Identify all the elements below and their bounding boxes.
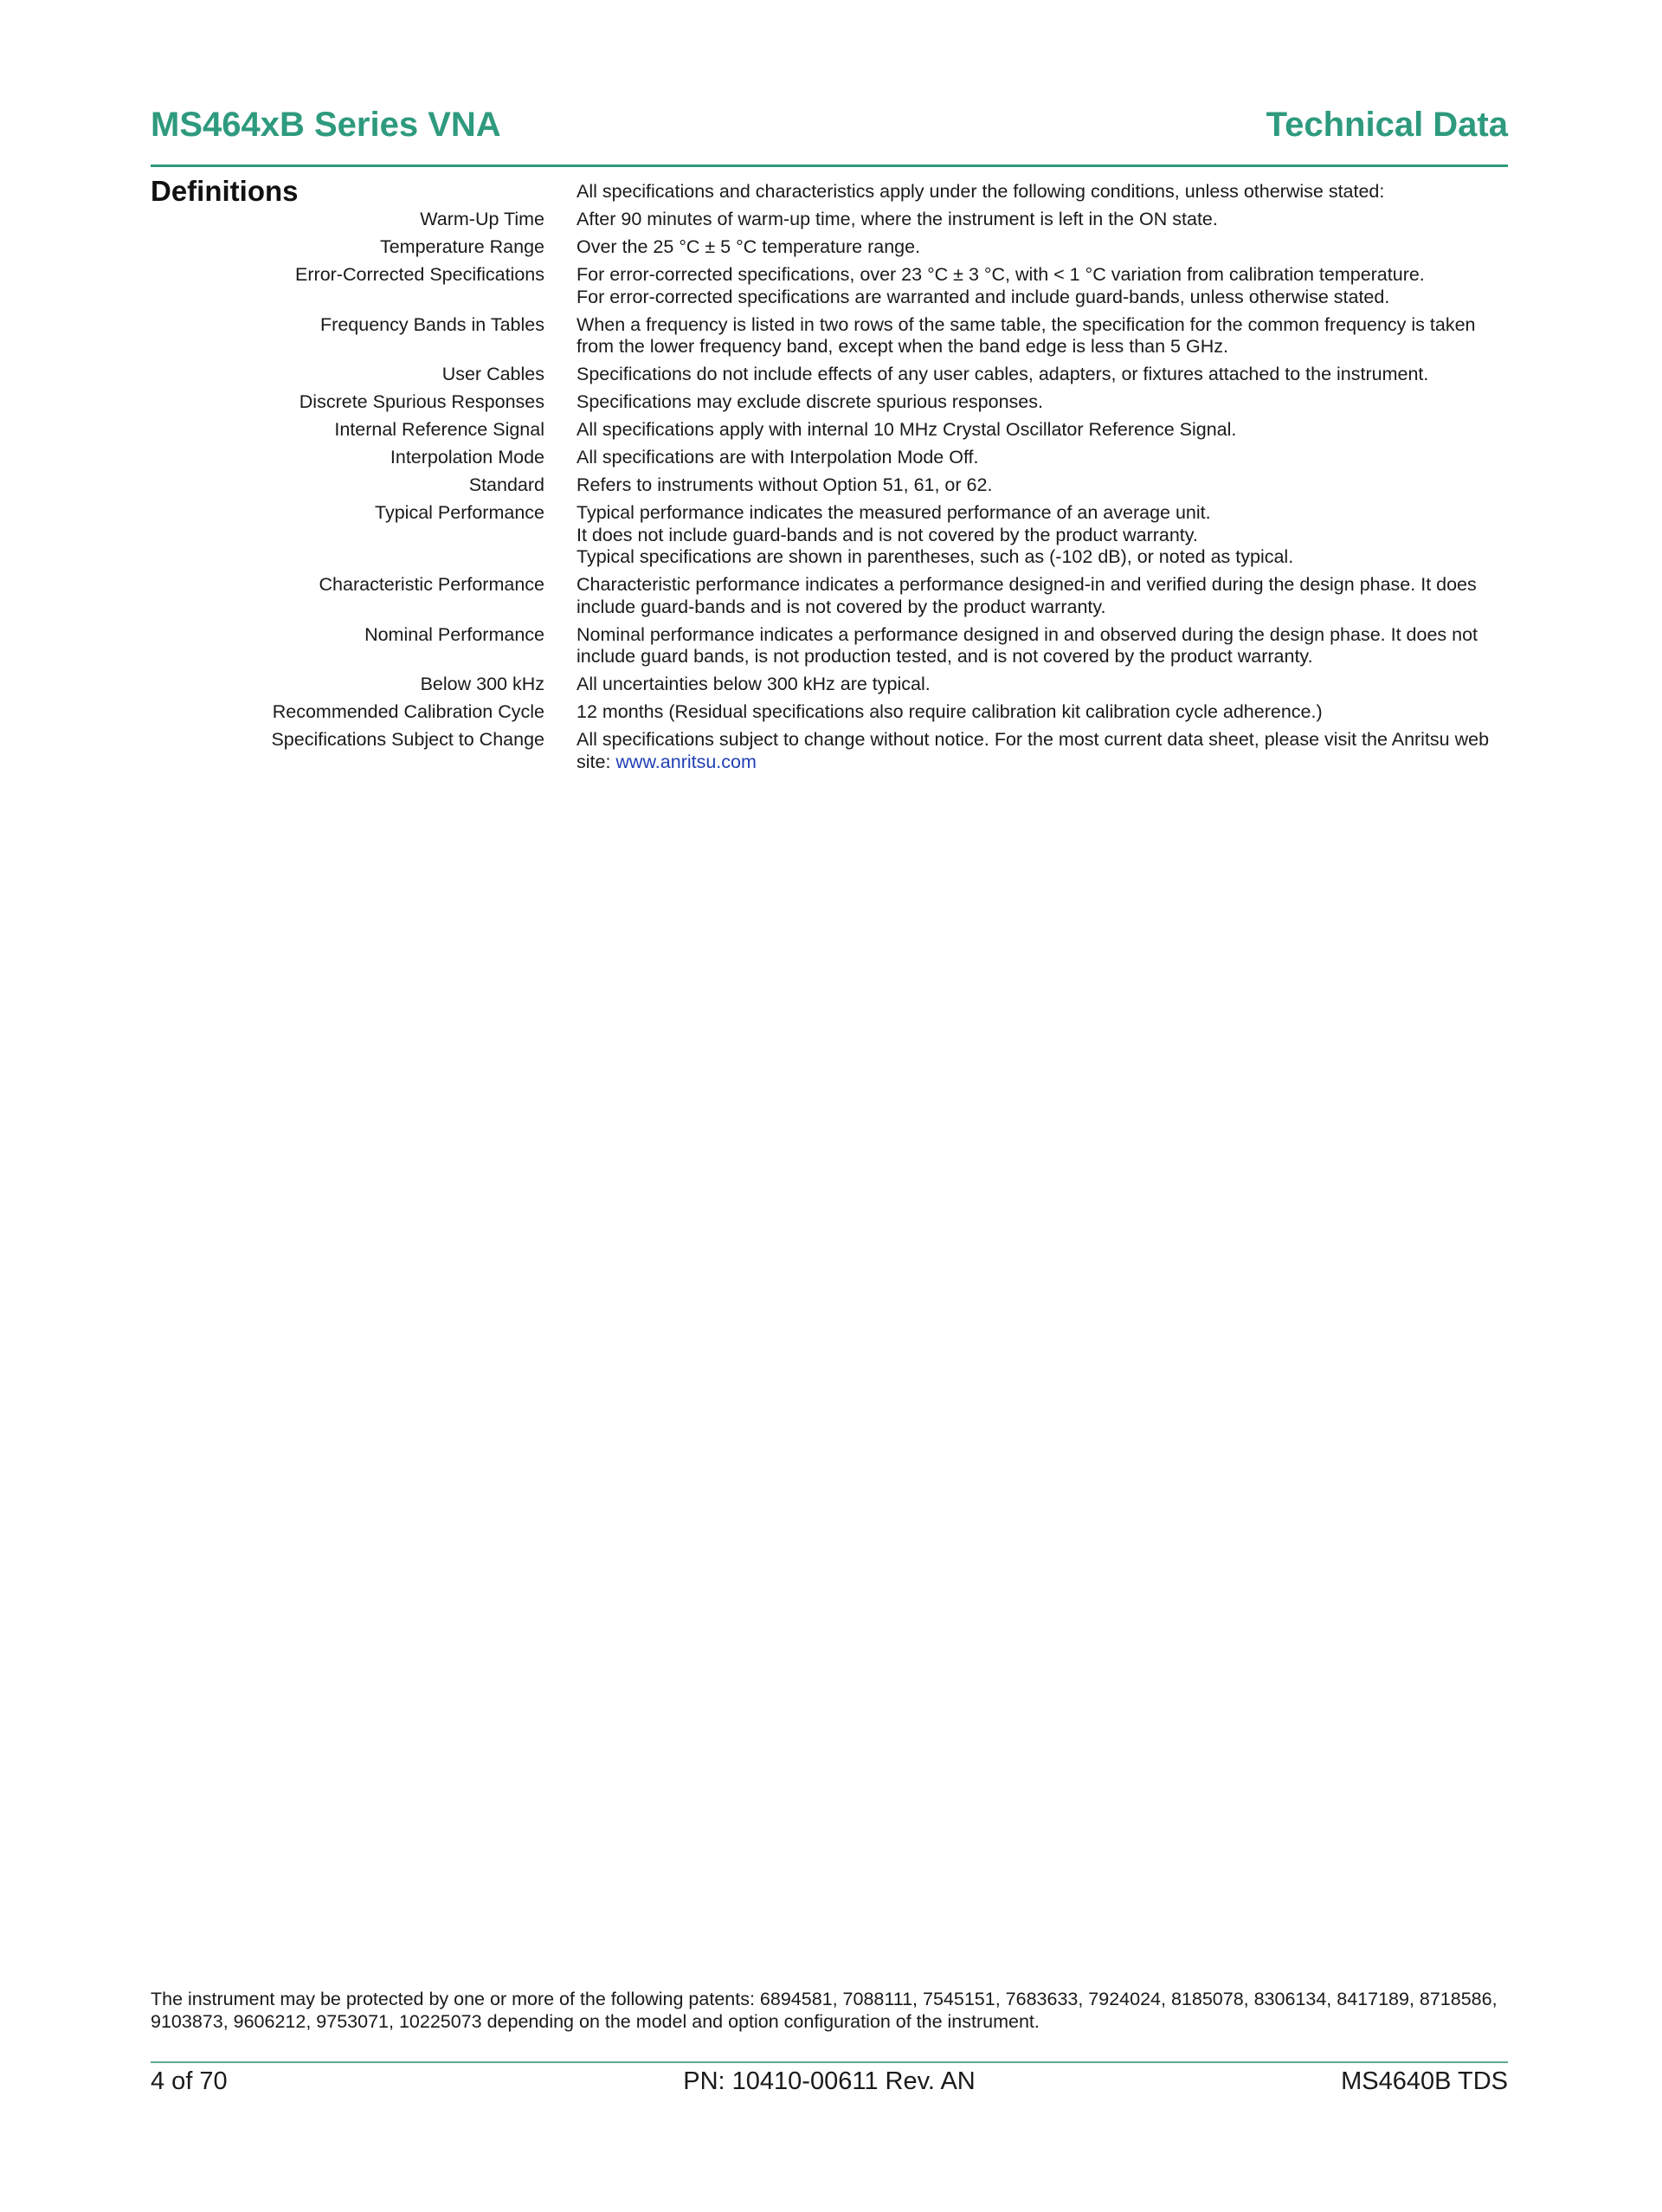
definition-row bbox=[151, 419, 1508, 442]
definition-text-body: All specifications subject to change without notice. For the most current data sheet, please visit the Anritsu web site: bbox=[577, 729, 1490, 772]
definition-text-body: All specifications apply with internal 10 MHz Crystal Oscillator Reference Signal. bbox=[577, 419, 1237, 440]
definition-text-body: For error-corrected specifications, over 23 °C ± 3 °C, with < 1 °C variation from calibration temperature. For error-corrected specifications are warranted and include guard-bands, unless otherwise stated. bbox=[577, 264, 1425, 307]
page-header bbox=[151, 102, 1508, 167]
definition-row bbox=[151, 674, 1508, 696]
definition-label: Standard bbox=[468, 474, 544, 495]
definition-text-body: Characteristic performance indicates a performance designed-in and verified during the design phase. It does include guard-bands and is not covered by the product warranty. bbox=[577, 574, 1477, 617]
definition-label: Characteristic Performance bbox=[319, 574, 544, 595]
definition-text-body: After 90 minutes of warm-up time, where the instrument is left in the ON state. bbox=[577, 209, 1218, 229]
definition-row bbox=[151, 181, 1508, 203]
definition-label: Error-Corrected Specifications bbox=[295, 264, 544, 285]
definition-row bbox=[151, 314, 1508, 358]
definition-text-body: Specifications do not include effects of any user cables, adapters, or fixtures attached to the instrument. bbox=[577, 364, 1429, 384]
definition-label: Internal Reference Signal bbox=[334, 419, 544, 440]
definitions-heading: Definitions bbox=[151, 175, 299, 207]
definition-label: Warm-Up Time bbox=[420, 209, 544, 229]
section-title: Technical Data bbox=[1266, 106, 1508, 144]
definition-text bbox=[577, 314, 1508, 358]
definition-text-body: 12 months (Residual specifications also require calibration kit calibration cycle adherence.) bbox=[577, 701, 1323, 722]
definition-text-body: All specifications and characteristics apply under the following conditions, unless otherwise stated: bbox=[577, 181, 1385, 202]
definition-row bbox=[151, 574, 1508, 618]
definition-text bbox=[577, 264, 1508, 308]
definition-row bbox=[151, 447, 1508, 469]
definition-label: Below 300 kHz bbox=[420, 674, 544, 694]
document-id: MS4640B TDS bbox=[1341, 2067, 1508, 2095]
definition-label: Typical Performance bbox=[375, 502, 544, 523]
definition-label: Discrete Spurious Responses bbox=[299, 391, 544, 412]
part-number: PN: 10410-00611 Rev. AN bbox=[683, 2067, 976, 2095]
definition-text bbox=[577, 502, 1508, 569]
definition-row bbox=[151, 502, 1508, 569]
definition-row bbox=[151, 474, 1508, 497]
definition-text-body: When a frequency is listed in two rows of the same table, the specification for the common frequency is taken from the lower frequency band, except when the band edge is less than 5 GHz. bbox=[577, 313, 1476, 357]
definition-text bbox=[577, 447, 1508, 469]
definition-text-body: Over the 25 °C ± 5 °C temperature range. bbox=[577, 236, 921, 257]
definition-row bbox=[151, 264, 1508, 308]
definitions-list bbox=[151, 181, 1508, 779]
definition-text-body: Refers to instruments without Option 51, 61, or 62. bbox=[577, 474, 993, 495]
document-title: MS464xB Series VNA bbox=[151, 106, 501, 144]
definition-row bbox=[151, 391, 1508, 414]
definition-text-body: Nominal performance indicates a performance designed in and observed during the design phase. It does not include guard bands, is not production tested, and is not covered by the product warranty. bbox=[577, 623, 1478, 667]
definition-row bbox=[151, 364, 1508, 386]
definition-text bbox=[577, 181, 1508, 203]
definition-label: Recommended Calibration Cycle bbox=[272, 701, 544, 722]
definition-row bbox=[151, 236, 1508, 259]
definition-label: Nominal Performance bbox=[364, 623, 544, 645]
definition-text bbox=[577, 674, 1508, 696]
definition-text-body: Typical performance indicates the measured performance of an average unit. It does not include guard-bands and is not covered by the product warranty. Typical specifications are shown in parentheses, such as (-102 dB), or noted as typical. bbox=[577, 502, 1294, 567]
definition-label: Frequency Bands in Tables bbox=[320, 313, 544, 335]
definition-text bbox=[577, 391, 1508, 414]
definition-text bbox=[577, 236, 1508, 259]
definition-text-body: All uncertainties below 300 kHz are typical. bbox=[577, 674, 931, 694]
definition-row bbox=[151, 624, 1508, 668]
patents-notice: The instrument may be protected by one or more of the following patents: 6894581, 7088111, 7545151, 7683633, 7924024, 8185078, 8306134, 8417189, 8718586, 9103873, 9606212, 9753071, 10225073 depending on the model and option configuration of the instrument. bbox=[151, 1989, 1498, 2032]
definition-text bbox=[577, 729, 1508, 773]
definition-text bbox=[577, 474, 1508, 497]
footer-divider bbox=[151, 2061, 1508, 2063]
page-footer bbox=[151, 2064, 1508, 2099]
definition-text bbox=[577, 574, 1508, 618]
definition-row bbox=[151, 701, 1508, 724]
definition-text bbox=[577, 209, 1508, 231]
definition-text-body: Specifications may exclude discrete spurious responses. bbox=[577, 391, 1043, 412]
definition-text bbox=[577, 419, 1508, 442]
definition-label: User Cables bbox=[441, 364, 544, 384]
definition-row bbox=[151, 209, 1508, 231]
definition-label: Interpolation Mode bbox=[390, 447, 544, 468]
definition-text-body: All specifications are with Interpolation Mode Off. bbox=[577, 447, 979, 468]
definition-label: Specifications Subject to Change bbox=[271, 729, 544, 750]
definition-label bbox=[151, 181, 544, 203]
definition-label: Temperature Range bbox=[379, 236, 544, 257]
page-number: 4 of 70 bbox=[151, 2067, 228, 2095]
definition-row bbox=[151, 729, 1508, 773]
definition-text bbox=[577, 701, 1508, 724]
definition-text bbox=[577, 364, 1508, 386]
anritsu-website-link[interactable]: www.anritsu.com bbox=[615, 751, 757, 772]
definition-text bbox=[577, 624, 1508, 668]
